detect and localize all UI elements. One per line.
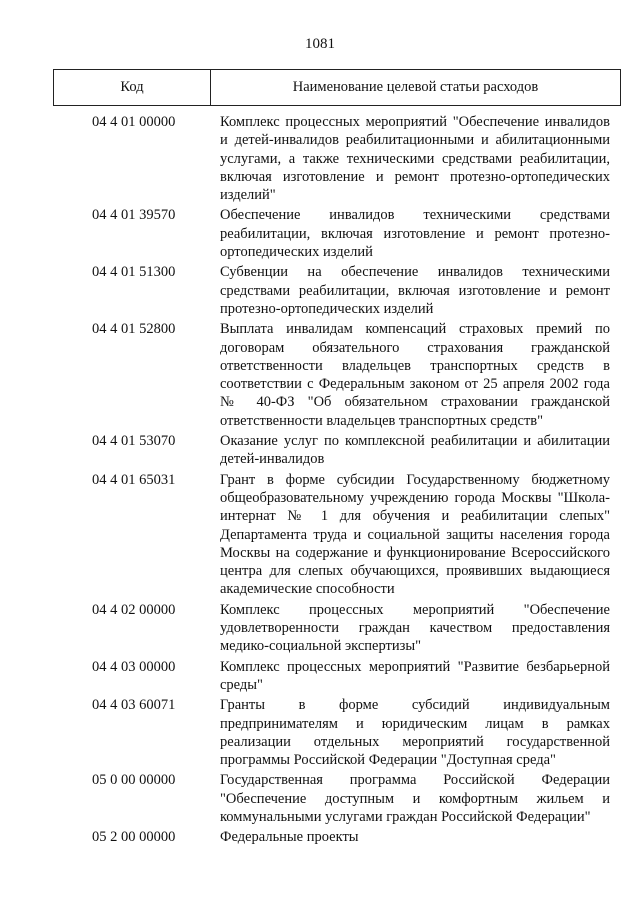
row-code: 04 4 01 65031 (92, 471, 176, 488)
table-row (0, 471, 640, 599)
page-number: 1081 (305, 36, 335, 52)
table-row (0, 601, 640, 656)
row-name: Обеспечение инвалидов техническими средствами реабилитации, включая изготовление и ремонт протезно-ортопедических изделий (220, 207, 610, 261)
row-name: Комплекс процессных мероприятий "Развитие безбарьерной среды" (220, 658, 610, 693)
row-name: Оказание услуг по комплексной реабилитации и абилитации детей-инвалидов (220, 433, 610, 468)
row-code: 04 4 02 00000 (92, 601, 176, 618)
row-name: Грант в форме субсидии Государственному бюджетному общеобразовательному учреждению города Москвы "Школа-интернат № 1 для обучения и реабилитации слепых" Департамента труда и социальной защиты населения города Москвы на содержание и функционирование Всероссийского центра для слепых обучающихся, проявивших выдающиеся академические способности (220, 471, 610, 598)
row-code: 04 4 01 00000 (92, 114, 176, 130)
table-row (0, 696, 640, 769)
table-row (0, 432, 640, 469)
table-row (0, 771, 640, 826)
table-row (0, 828, 640, 846)
row-name: Комплекс процессных мероприятий "Обеспечение удовлетворенности граждан качеством предоставления медико-социальной экспертизы" (220, 601, 610, 655)
table-row (0, 113, 640, 204)
table-header (53, 69, 621, 106)
table-body (0, 113, 640, 849)
row-name: Гранты в форме субсидий индивидуальным предпринимателям и юридическим лицам в рамках реализации отдельных мероприятий государственной программы Российской Федерации "Доступная среда" (220, 697, 610, 769)
header-code: Код (54, 70, 211, 105)
row-code: 04 4 03 60071 (92, 697, 176, 714)
row-code: 04 4 01 52800 (92, 321, 176, 338)
row-code: 05 2 00 00000 (92, 829, 176, 846)
row-code: 04 4 03 00000 (92, 658, 176, 675)
row-code: 05 0 00 00000 (92, 772, 176, 789)
row-name: Комплекс процессных мероприятий "Обеспечение инвалидов и детей-инвалидов реабилитационными и абилитационными услугами, а также техническими средствами реабилитации, включая изготовление и ремонт протезно-ортопедических изделий" (220, 114, 610, 204)
row-name: Выплата инвалидам компенсаций страховых премий по договорам обязательного страхования гражданской ответственности владельцев транспортных средств в соответствии с Федеральным законом от 25 апреля 2002 года № 40-ФЗ "Об обязательном страховании гражданской ответственности владельцев транспортных средств" (220, 321, 610, 429)
row-code: 04 4 01 53070 (92, 433, 176, 450)
row-name: Субвенции на обеспечение инвалидов техническими средствами реабилитации, включая изготовление и ремонт протезно-ортопедических изделий (220, 264, 610, 317)
row-code: 04 4 01 39570 (92, 207, 176, 224)
row-name: Государственная программа Российской Федерации "Обеспечение доступным и комфортным жильем и коммунальными услугами граждан Российской Федерации" (220, 772, 610, 825)
row-name: Федеральные проекты (220, 829, 359, 846)
table-row (0, 206, 640, 261)
row-code: 04 4 01 51300 (92, 264, 176, 281)
table-row (0, 320, 640, 430)
table-row (0, 263, 640, 318)
table-row (0, 658, 640, 695)
header-name: Наименование целевой статьи расходов (292, 79, 539, 95)
